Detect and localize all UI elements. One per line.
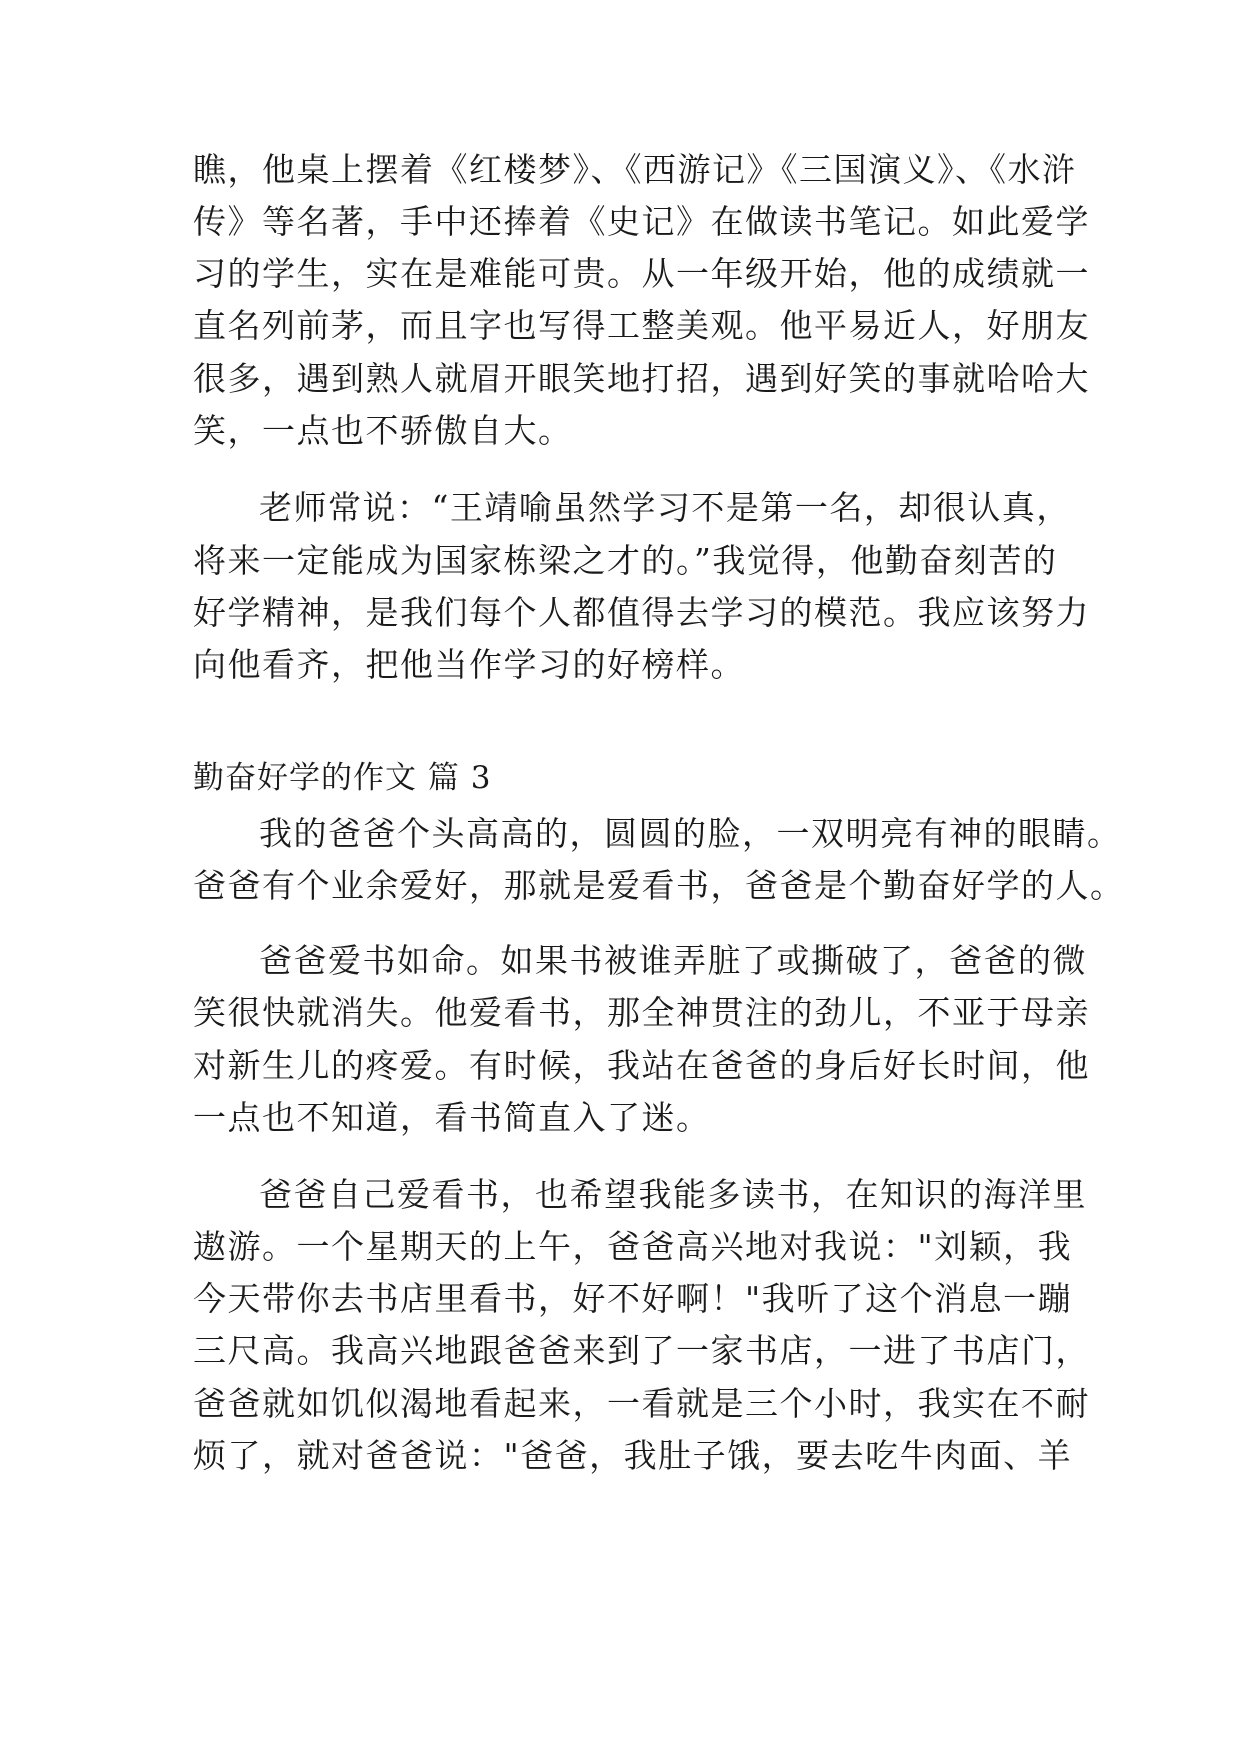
paragraph-line: 好学精神，是我们每个人都值得去学习的模范。我应该努力 [193, 593, 1090, 632]
paragraph-line: 笑很快就消失。他爱看书，那全神贯注的劲儿，不亚于母亲 [193, 993, 1090, 1032]
paragraph-line: 很多，遇到熟人就眉开眼笑地打招，遇到好笑的事就哈哈大 [193, 359, 1090, 398]
paragraph-line: 传》等名著，手中还捧着《史记》在做读书笔记。如此爱学 [193, 202, 1090, 241]
paragraph-line: 爸爸就如饥似渴地看起来，一看就是三个小时，我实在不耐 [193, 1384, 1090, 1423]
paragraph-line: 对新生儿的疼爱。有时候，我站在爸爸的身后好长时间，他 [193, 1046, 1090, 1085]
paragraph-line: 老师常说：“王靖喻虽然学习不是第一名，却很认真， [259, 488, 1071, 527]
paragraph-line: 爸爸有个业余爱好，那就是爱看书，爸爸是个勤奋好学的人。 [193, 866, 1125, 905]
paragraph-line: 三尺高。我高兴地跟爸爸来到了一家书店，一进了书店门， [193, 1331, 1090, 1370]
paragraph-line: 笑，一点也不骄傲自大。 [193, 411, 573, 450]
section-heading: 勤奋好学的作文 篇 3 [193, 760, 492, 796]
paragraph-line: 瞧，他桌上摆着《红楼梦》、《西游记》《三国演义》、《水浒 [193, 150, 1077, 189]
paragraph-line: 一点也不知道，看书简直入了迷。 [193, 1098, 711, 1137]
paragraph-line: 遨游。一个星期天的上午，爸爸高兴地对我说："刘颖，我 [193, 1227, 1073, 1266]
paragraph-line: 将来一定能成为国家栋梁之才的。”我觉得，他勤奋刻苦的 [193, 541, 1058, 580]
paragraph-line: 爸爸自己爱看书，也希望我能多读书，在知识的海洋里 [259, 1175, 1087, 1214]
paragraph-line: 向他看齐，把他当作学习的好榜样。 [193, 645, 745, 684]
paragraph-line: 我的爸爸个头高高的，圆圆的脸，一双明亮有神的眼睛。 [259, 814, 1122, 853]
paragraph-line: 爸爸爱书如命。如果书被谁弄脏了或撕破了，爸爸的微 [259, 941, 1087, 980]
paragraph-line: 直名列前茅，而且字也写得工整美观。他平易近人，好朋友 [193, 306, 1090, 345]
paragraph-line: 习的学生，实在是难能可贵。从一年级开始，他的成绩就一 [193, 254, 1090, 293]
paragraph-line: 烦了，就对爸爸说："爸爸，我肚子饿，要去吃牛肉面、羊 [193, 1436, 1073, 1475]
paragraph-line: 今天带你去书店里看书，好不好啊！"我听了这个消息一蹦 [193, 1279, 1073, 1318]
